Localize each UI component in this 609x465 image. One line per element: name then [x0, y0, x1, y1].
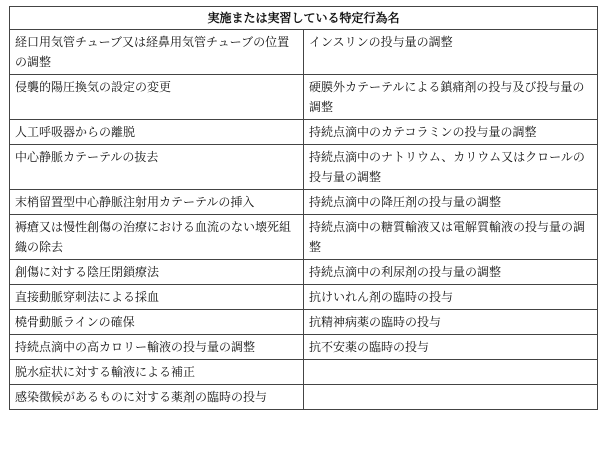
- table-row: [10, 335, 598, 360]
- table-cell-left: 末梢留置型中心静脈注射用カテーテルの挿入: [10, 190, 304, 215]
- table-row: [10, 30, 598, 75]
- table-cell-right: [304, 385, 598, 410]
- table-cell-right: 抗不安薬の臨時の投与: [304, 335, 598, 360]
- table-row: [10, 190, 598, 215]
- table-row: [10, 310, 598, 335]
- table-cell-left: 橈骨動脈ラインの確保: [10, 310, 304, 335]
- table-cell-right: 抗けいれん剤の臨時の投与: [304, 285, 598, 310]
- table-row: [10, 120, 598, 145]
- table-cell-right: 持続点滴中のカテコラミンの投与量の調整: [304, 120, 598, 145]
- table-cell-right: 持続点滴中のナトリウム、カリウム又はクロールの投与量の調整: [304, 145, 598, 190]
- table-cell-left: 感染徴候があるものに対する薬剤の臨時の投与: [10, 385, 304, 410]
- table-header-row: [10, 7, 598, 30]
- table-row: [10, 260, 598, 285]
- table-cell-left: 中心静脈カテーテルの抜去: [10, 145, 304, 190]
- table-cell-left: 人工呼吸器からの離脱: [10, 120, 304, 145]
- table-cell-left: 持続点滴中の高カロリー輸液の投与量の調整: [10, 335, 304, 360]
- table-row: [10, 285, 598, 310]
- table-cell-right: [304, 360, 598, 385]
- table-row: [10, 215, 598, 260]
- table-cell-right: 持続点滴中の糖質輸液又は電解質輸液の投与量の調整: [304, 215, 598, 260]
- table-cell-right: 持続点滴中の利尿剤の投与量の調整: [304, 260, 598, 285]
- table-row: [10, 360, 598, 385]
- table-row: [10, 385, 598, 410]
- table-row: [10, 75, 598, 120]
- table-cell-left: 侵襲的陽圧換気の設定の変更: [10, 75, 304, 120]
- table-cell-right: 硬膜外カテーテルによる鎮痛剤の投与及び投与量の調整: [304, 75, 598, 120]
- table-cell-left: 褥瘡又は慢性創傷の治療における血流のない壊死組織の除去: [10, 215, 304, 260]
- table-cell-left: 脱水症状に対する輸液による補正: [10, 360, 304, 385]
- table-cell-left: 経口用気管チューブ又は経鼻用気管チューブの位置の調整: [10, 30, 304, 75]
- table-cell-right: 抗精神病薬の臨時の投与: [304, 310, 598, 335]
- table-cell-right: 持続点滴中の降圧剤の投与量の調整: [304, 190, 598, 215]
- table-title: 実施または実習している特定行為名: [10, 7, 598, 30]
- specified-acts-table: [9, 6, 598, 410]
- table-cell-right: インスリンの投与量の調整: [304, 30, 598, 75]
- table-row: [10, 145, 598, 190]
- table-cell-left: 直接動脈穿刺法による採血: [10, 285, 304, 310]
- table-cell-left: 創傷に対する陰圧閉鎖療法: [10, 260, 304, 285]
